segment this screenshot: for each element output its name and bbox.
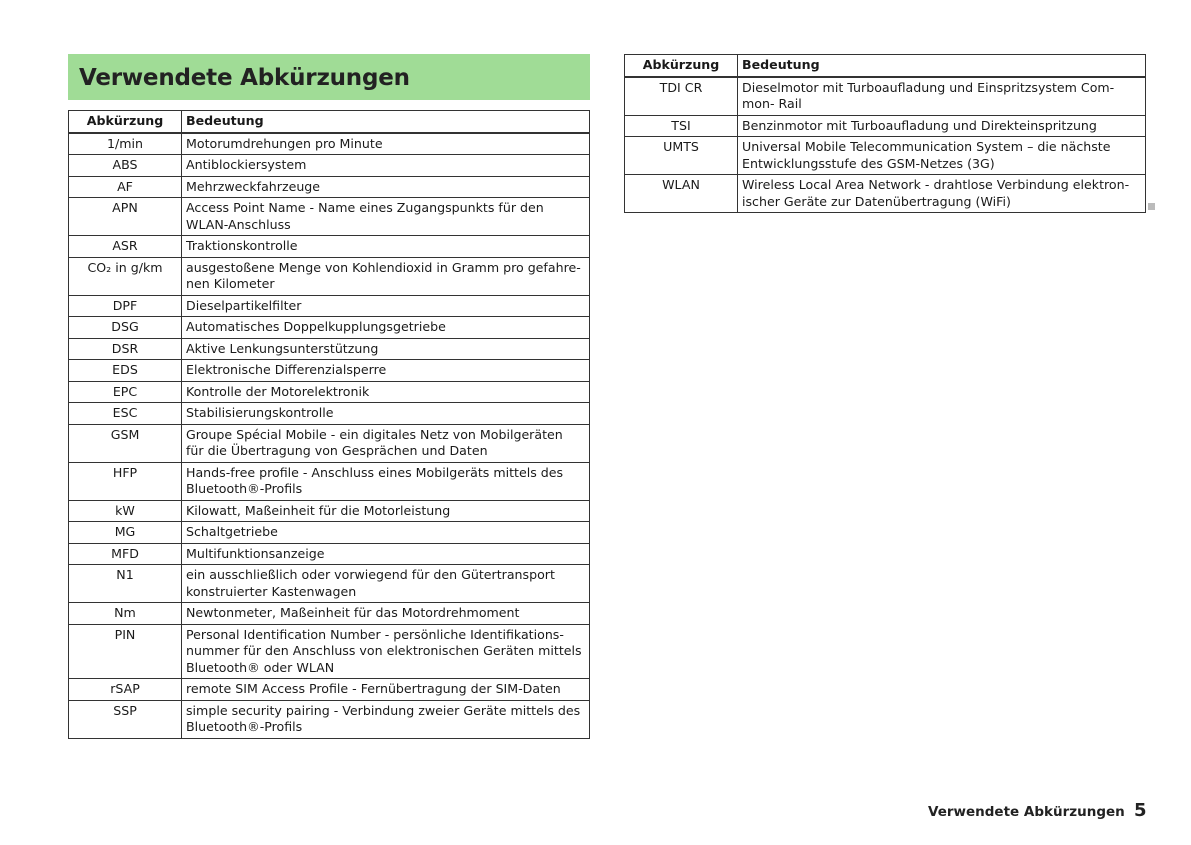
- meaning-cell: Dieselpartikelfilter: [182, 295, 590, 317]
- meaning-cell: Hands-free profile - Anschluss eines Mobilgeräts mittels des Bluetooth®-Profils: [182, 462, 590, 500]
- abbreviation-cell: DPF: [69, 295, 182, 317]
- abbreviation-cell: DSG: [69, 317, 182, 339]
- meaning-cell: Universal Mobile Telecommunication System – die nächste Entwicklungsstufe des GSM-Netzes (3G): [738, 137, 1146, 175]
- abbreviation-cell: UMTS: [625, 137, 738, 175]
- meaning-cell: Antiblockiersystem: [182, 155, 590, 177]
- meaning-cell: remote SIM Access Profile - Fernübertragung der SIM-Daten: [182, 679, 590, 701]
- table-row: [69, 565, 590, 603]
- abbreviation-cell: rSAP: [69, 679, 182, 701]
- abbreviation-cell: TSI: [625, 115, 738, 137]
- column-header-meaning: Bedeutung: [738, 55, 1146, 77]
- table-row: [69, 198, 590, 236]
- abbreviation-cell: ABS: [69, 155, 182, 177]
- page-number: 5: [1134, 800, 1147, 821]
- footer-section-title: Verwendete Abkürzungen: [928, 804, 1125, 820]
- meaning-cell: Groupe Spécial Mobile - ein digitales Netz von Mobilgeräten für die Übertragung von Gesprächen und Daten: [182, 424, 590, 462]
- table-row: [625, 175, 1146, 213]
- table-row: [69, 176, 590, 198]
- abbreviation-cell: ASR: [69, 236, 182, 258]
- abbreviation-cell: APN: [69, 198, 182, 236]
- abbreviation-cell: PIN: [69, 624, 182, 679]
- abbreviation-cell: SSP: [69, 700, 182, 738]
- abbreviation-cell: MFD: [69, 543, 182, 565]
- table-row: [69, 338, 590, 360]
- abbreviation-cell: WLAN: [625, 175, 738, 213]
- abbreviation-cell: EDS: [69, 360, 182, 382]
- meaning-cell: Stabilisierungskontrolle: [182, 403, 590, 425]
- table-row: [69, 603, 590, 625]
- meaning-cell: Access Point Name - Name eines Zugangspunkts für den WLAN-Anschluss: [182, 198, 590, 236]
- section-title-bar: [68, 54, 590, 100]
- meaning-cell: Personal Identification Number - persönliche Identifikations- nummer für den Anschluss von elektronischen Geräten mittels Bluetooth® oder WLAN: [182, 624, 590, 679]
- meaning-cell: Elektronische Differenzialsperre: [182, 360, 590, 382]
- column-header-abbreviation: Abkürzung: [625, 55, 738, 77]
- abbreviation-cell: AF: [69, 176, 182, 198]
- abbreviation-cell: HFP: [69, 462, 182, 500]
- abbreviations-table-left: [68, 110, 590, 739]
- abbreviation-cell: N1: [69, 565, 182, 603]
- meaning-cell: Newtonmeter, Maßeinheit für das Motordrehmoment: [182, 603, 590, 625]
- table-row: [69, 236, 590, 258]
- meaning-cell: Dieselmotor mit Turboaufladung und Einspritzsystem Com- mon- Rail: [738, 77, 1146, 116]
- table-row: [625, 77, 1146, 116]
- table-row: [69, 424, 590, 462]
- table-row: [69, 257, 590, 295]
- meaning-cell: Mehrzweckfahrzeuge: [182, 176, 590, 198]
- table-row: [69, 500, 590, 522]
- abbreviation-cell: 1/min: [69, 133, 182, 155]
- table-row: [69, 155, 590, 177]
- section-end-marker: [1148, 203, 1155, 210]
- table-row: [69, 381, 590, 403]
- table-row: [625, 115, 1146, 137]
- abbreviation-cell: GSM: [69, 424, 182, 462]
- table-row: [69, 679, 590, 701]
- meaning-cell: ein ausschließlich oder vorwiegend für den Gütertransport konstruierter Kastenwagen: [182, 565, 590, 603]
- table-header-row: [69, 111, 590, 133]
- abbreviations-table-right: [624, 54, 1146, 213]
- table-row: [69, 624, 590, 679]
- table-row: [69, 462, 590, 500]
- meaning-cell: Aktive Lenkungsunterstützung: [182, 338, 590, 360]
- table-row: [69, 133, 590, 155]
- meaning-cell: Benzinmotor mit Turboaufladung und Direkteinspritzung: [738, 115, 1146, 137]
- meaning-cell: Automatisches Doppelkupplungsgetriebe: [182, 317, 590, 339]
- meaning-cell: Wireless Local Area Network - drahtlose Verbindung elektron- ischer Geräte zur Datenübertragung (WiFi): [738, 175, 1146, 213]
- table-header-row: [625, 55, 1146, 77]
- table-row: [69, 700, 590, 738]
- abbreviation-cell: ESC: [69, 403, 182, 425]
- meaning-cell: Kontrolle der Motorelektronik: [182, 381, 590, 403]
- table-row: [69, 522, 590, 544]
- meaning-cell: Multifunktionsanzeige: [182, 543, 590, 565]
- abbreviation-cell: TDI CR: [625, 77, 738, 116]
- table-row: [69, 317, 590, 339]
- meaning-cell: Kilowatt, Maßeinheit für die Motorleistung: [182, 500, 590, 522]
- meaning-cell: Motorumdrehungen pro Minute: [182, 133, 590, 155]
- abbreviation-cell: EPC: [69, 381, 182, 403]
- meaning-cell: Traktionskontrolle: [182, 236, 590, 258]
- table-row: [69, 295, 590, 317]
- page-title: Verwendete Abkürzungen: [79, 65, 410, 91]
- abbreviation-cell: DSR: [69, 338, 182, 360]
- table-row: [69, 403, 590, 425]
- meaning-cell: simple security pairing - Verbindung zweier Geräte mittels des Bluetooth®-Profils: [182, 700, 590, 738]
- meaning-cell: ausgestoßene Menge von Kohlendioxid in Gramm pro gefahre- nen Kilometer: [182, 257, 590, 295]
- abbreviation-cell: MG: [69, 522, 182, 544]
- table-row: [625, 137, 1146, 175]
- column-header-meaning: Bedeutung: [182, 111, 590, 133]
- meaning-cell: Schaltgetriebe: [182, 522, 590, 544]
- abbreviation-cell: kW: [69, 500, 182, 522]
- table-row: [69, 360, 590, 382]
- column-header-abbreviation: Abkürzung: [69, 111, 182, 133]
- abbreviation-cell: CO₂ in g/km: [69, 257, 182, 295]
- table-row: [69, 543, 590, 565]
- abbreviation-cell: Nm: [69, 603, 182, 625]
